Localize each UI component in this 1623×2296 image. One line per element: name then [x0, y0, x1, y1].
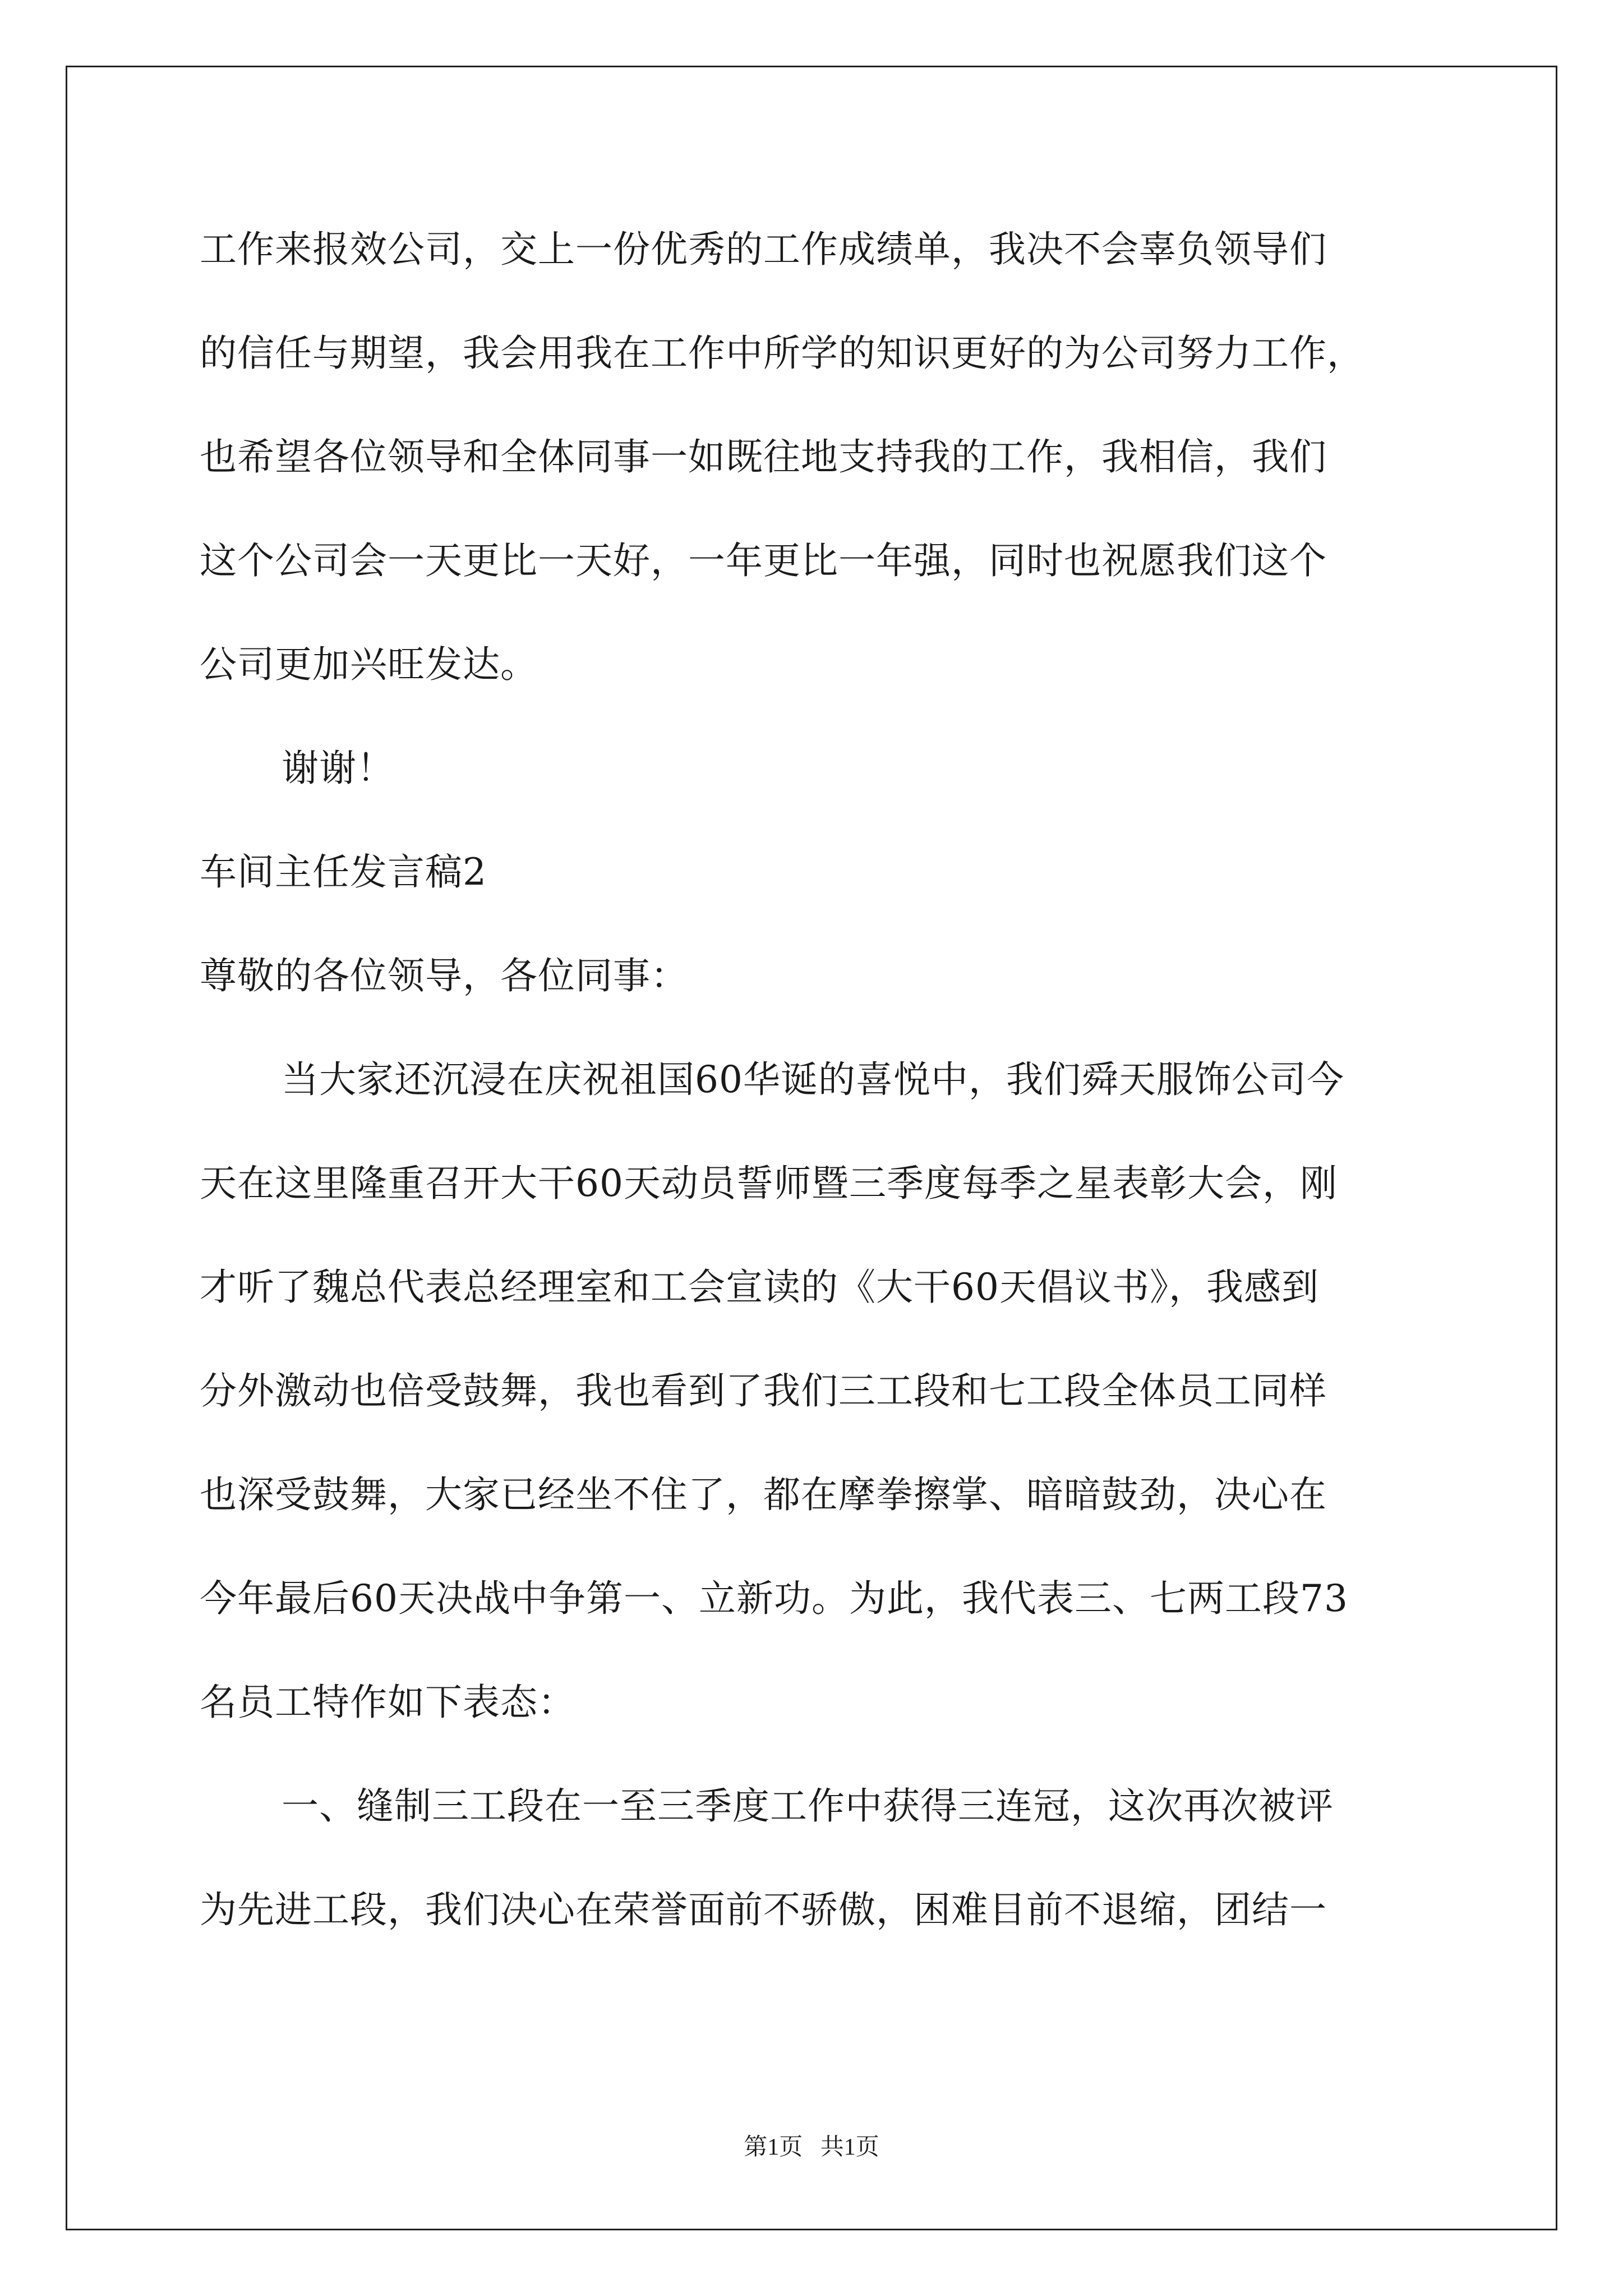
text-line: 的信任与期望，我会用我在工作中所学的知识更好的为公司努力工作， [200, 332, 1364, 375]
text-line: 当大家还沉浸在庆祝祖国60华诞的喜悦中，我们舜天服饰公司今 [282, 1058, 1344, 1101]
text-line: 也希望各位领导和全体同事一如既往地支持我的工作，我相信，我们 [200, 435, 1327, 478]
text-line: 才听了魏总代表总经理室和工会宣读的《大干60天倡议书》，我感到 [200, 1266, 1319, 1309]
page-footer: 第1页 共1页 [744, 2134, 879, 2160]
text-line: 名员工特作如下表态： [200, 1681, 575, 1724]
text-line: 分外激动也倍受鼓舞，我也看到了我们三工段和七工段全体员工同样 [200, 1369, 1327, 1412]
document-body [200, 213, 1433, 1977]
text-line: 公司更加兴旺发达。 [200, 643, 538, 686]
thanks-line: 谢谢！ [282, 747, 394, 790]
text-line: 也深受鼓舞，大家已经坐不住了，都在摩拳擦掌、暗暗鼓劲，决心在 [200, 1473, 1327, 1516]
text-line: 为先进工段，我们决心在荣誉面前不骄傲，困难目前不退缩，团结一 [200, 1888, 1327, 1931]
text-line: 一、缝制三工段在一至三季度工作中获得三连冠，这次再次被评 [282, 1784, 1334, 1828]
text-line: 工作来报效公司，交上一份优秀的工作成绩单，我决不会辜负领导们 [200, 228, 1327, 271]
text-line: 天在这里隆重召开大干60天动员誓师暨三季度每季之星表彰大会，刚 [200, 1162, 1338, 1205]
text-line: 今年最后60天决战中争第一、立新功。为此，我代表三、七两工段73 [200, 1577, 1348, 1620]
section-title: 车间主任发言稿2 [200, 850, 487, 894]
salutation: 尊敬的各位领导，各位同事： [200, 954, 688, 997]
text-line: 这个公司会一天更比一天好，一年更比一年强，同时也祝愿我们这个 [200, 539, 1327, 582]
